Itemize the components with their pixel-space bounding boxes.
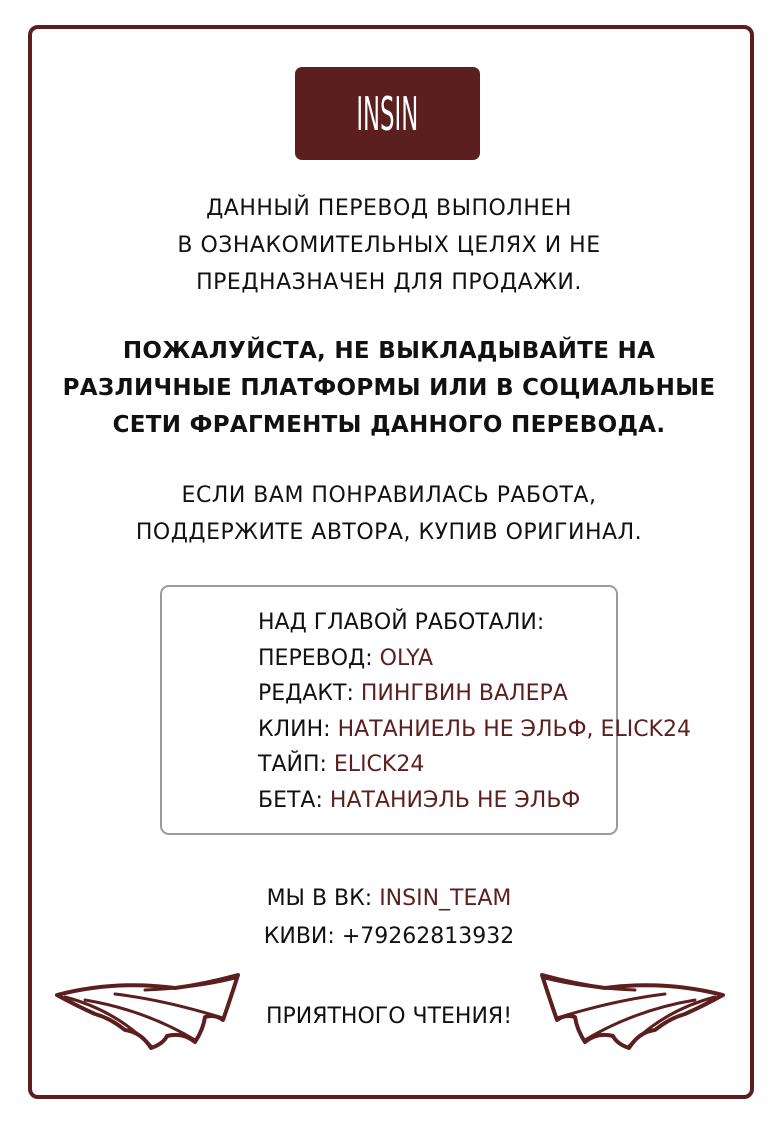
credit-row-cleaning bbox=[258, 712, 691, 748]
disclaimer-line: ДАННЫЙ ПЕРЕВОД ВЫПОЛНЕН bbox=[206, 196, 572, 221]
credits-heading: НАД ГЛАВОЙ РАБОТАЛИ: bbox=[258, 610, 545, 635]
qiwi-label: КИВИ: bbox=[263, 924, 335, 949]
vk-label: МЫ В ВК: bbox=[266, 886, 373, 911]
credit-name: OLYA bbox=[379, 645, 434, 671]
request-line: СЕТИ ФРАГМЕНТЫ ДАННОГО ПЕРЕВОДА. bbox=[112, 412, 666, 438]
qiwi-line bbox=[0, 918, 778, 956]
insin-logo bbox=[295, 67, 480, 160]
vk-link[interactable]: INSIN_TEAM bbox=[379, 886, 512, 911]
credit-name: НАТАНИЭЛЬ НЕ ЭЛЬФ bbox=[329, 787, 581, 813]
credit-role: КЛИН: bbox=[258, 716, 331, 742]
credits-list bbox=[258, 605, 691, 818]
contacts bbox=[0, 880, 778, 956]
credit-row-editing bbox=[258, 676, 691, 712]
credit-row-beta bbox=[258, 783, 691, 819]
credit-name: ПИНГВИН ВАЛЕРА bbox=[360, 681, 568, 706]
qiwi-number: +79262813932 bbox=[341, 924, 515, 949]
credit-row-typesetting bbox=[258, 747, 691, 783]
request-line: РАЗЛИЧНЫЕ ПЛАТФОРМЫ ИЛИ В СОЦИАЛЬНЫЕ bbox=[62, 375, 716, 401]
logo-text: INSIN bbox=[356, 86, 419, 141]
credit-name: ELICK24 bbox=[333, 752, 425, 777]
credit-role: БЕТА: bbox=[258, 787, 323, 813]
request-line: ПОЖАЛУЙСТА, НЕ ВЫКЛАДЫВАЙТЕ НА bbox=[122, 338, 656, 364]
support-line: ЕСЛИ ВАМ ПОНРАВИЛАСЬ РАБОТА, bbox=[181, 483, 597, 508]
credit-row-translation bbox=[258, 641, 691, 677]
request-text bbox=[0, 333, 778, 444]
vk-line bbox=[0, 880, 778, 918]
credits-box bbox=[160, 585, 691, 835]
credit-role: РЕДАКТ: bbox=[258, 681, 354, 706]
credit-name: НАТАНИЕЛЬ НЕ ЭЛЬФ, ELICK24 bbox=[337, 716, 691, 742]
disclaimer-line: В ОЗНАКОМИТЕЛЬНЫХ ЦЕЛЯХ И НЕ bbox=[177, 233, 601, 258]
credit-role: ПЕРЕВОД: bbox=[258, 645, 373, 671]
disclaimer-line: ПРЕДНАЗНАЧЕН ДЛЯ ПРОДАЖИ. bbox=[196, 270, 582, 295]
credit-role: ТАЙП: bbox=[258, 752, 327, 777]
disclaimer-text bbox=[0, 190, 778, 301]
closing-text: ПРИЯТНОГО ЧТЕНИЯ! bbox=[265, 1004, 513, 1029]
support-text bbox=[0, 477, 778, 551]
support-line: ПОДДЕРЖИТЕ АВТОРА, КУПИВ ОРИГИНАЛ. bbox=[135, 520, 643, 545]
